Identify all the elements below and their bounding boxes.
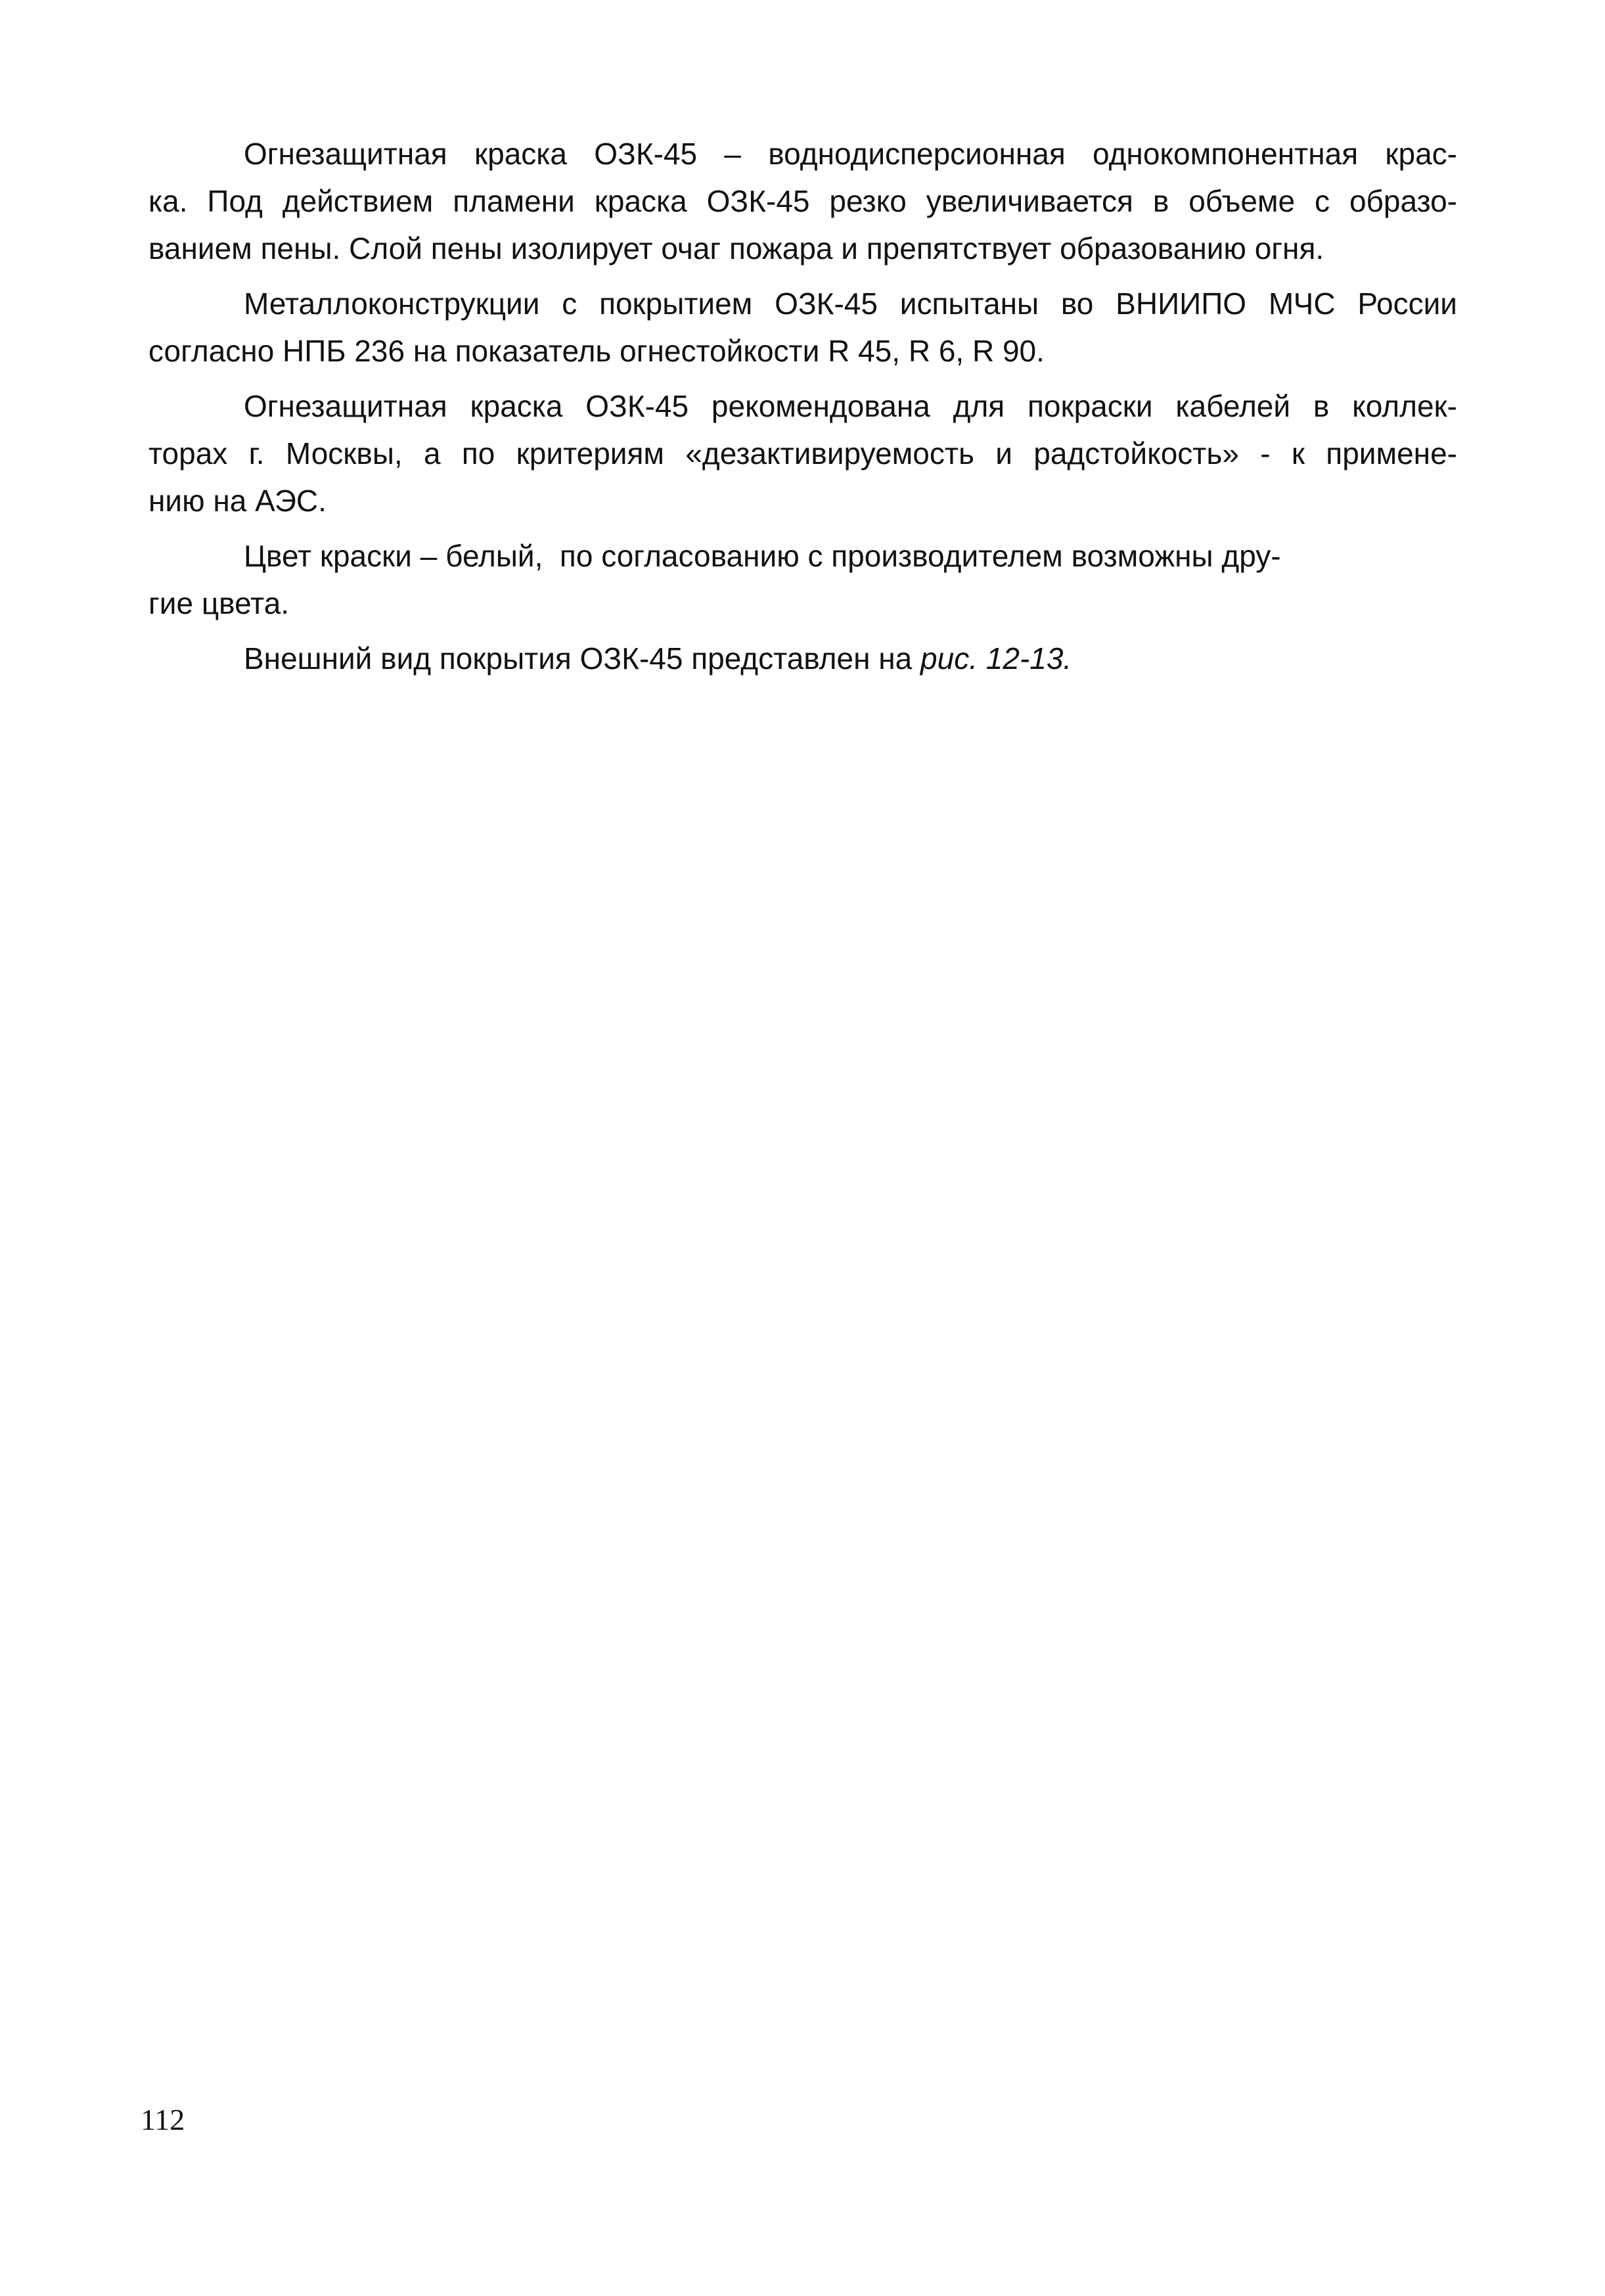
text-line: нию на АЭС. bbox=[148, 484, 327, 518]
appearance-text: Внешний вид покрытия ОЗК-45 представлен на bbox=[244, 641, 921, 676]
body-text bbox=[148, 130, 1457, 690]
text-line: торах г. Москвы, а по критериям «дезактивируемость и радстойкость» - к примене- bbox=[148, 436, 1457, 471]
text-line: Огнезащитная краска ОЗК-45 – воднодисперсионная однокомпонентная крас- bbox=[244, 137, 1457, 171]
paragraph-testing bbox=[148, 280, 1457, 375]
text-line: согласно НПБ 236 на показатель огнестойкости R 45, R 6, R 90. bbox=[148, 334, 1045, 368]
paragraph-description bbox=[148, 130, 1457, 272]
text-line: ка. Под действием пламени краска ОЗК-45 резко увеличивается в объеме с образо- bbox=[148, 184, 1457, 218]
text-line: Огнезащитная краска ОЗК-45 рекомендована для покраски кабелей в коллек- bbox=[244, 389, 1457, 423]
paragraph-appearance bbox=[148, 635, 1457, 682]
text-line: ванием пены. Слой пены изолирует очаг пожара и препятствует образованию огня. bbox=[148, 231, 1324, 265]
figure-reference: рис. 12-13. bbox=[920, 641, 1072, 676]
paragraph-recommendation bbox=[148, 382, 1457, 524]
text-line: Металлоконструкции с покрытием ОЗК-45 испытаны во ВНИИПО МЧС России bbox=[244, 287, 1457, 321]
text-line: Цвет краски – белый, по согласованию с производителем возможны дру- bbox=[244, 539, 1281, 573]
text-line: гие цвета. bbox=[148, 586, 290, 620]
paragraph-color bbox=[148, 532, 1457, 627]
page-number: 112 bbox=[141, 2103, 185, 2136]
